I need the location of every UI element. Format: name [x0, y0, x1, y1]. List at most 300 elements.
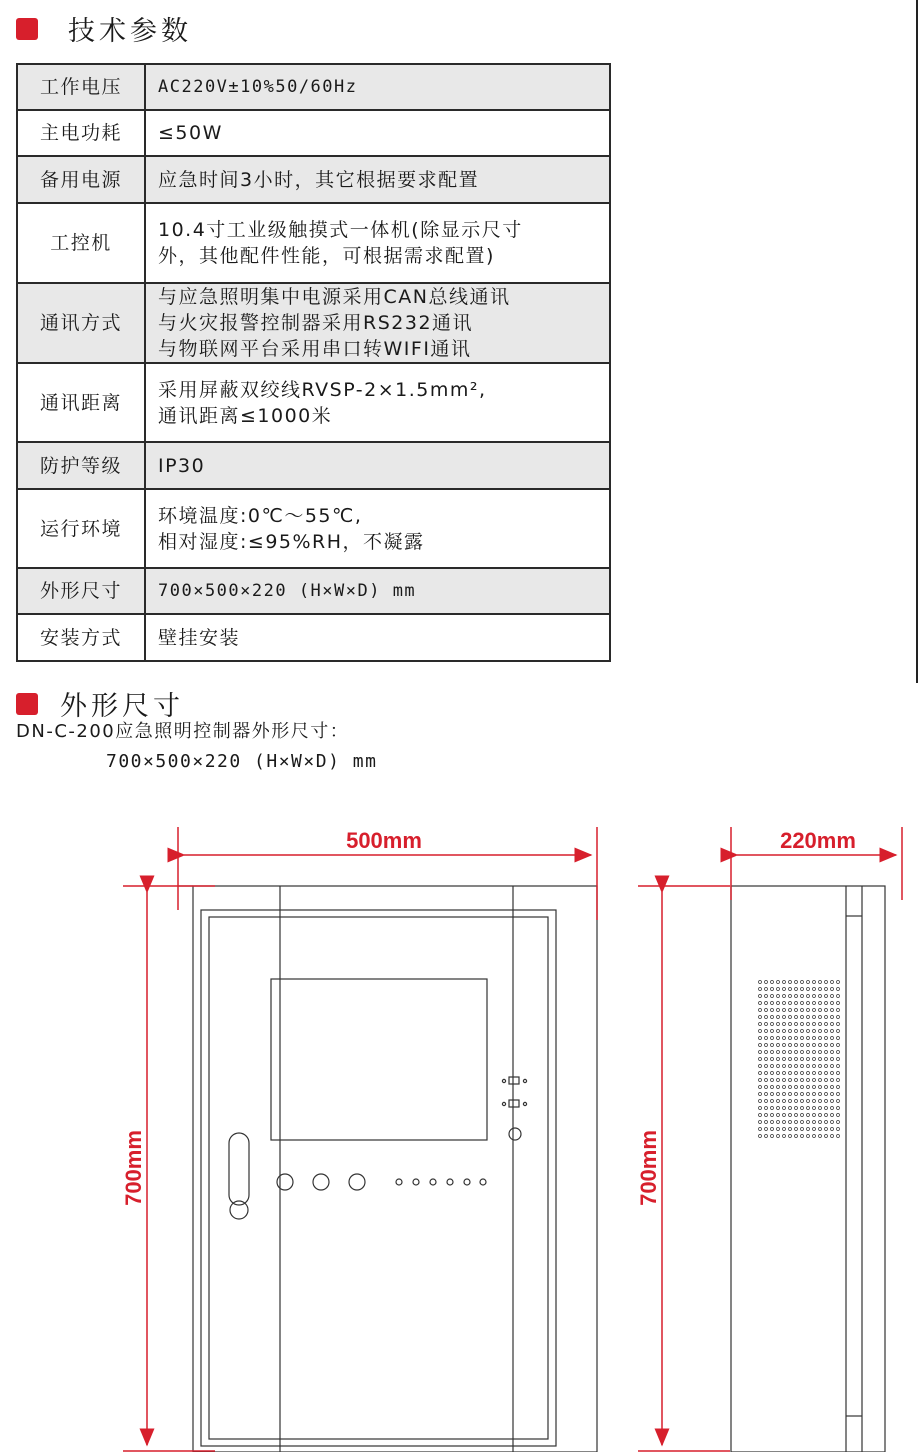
vent-hole [813, 1016, 816, 1019]
spec-label: 通讯方式 [17, 283, 145, 363]
spec-row [17, 489, 610, 568]
vent-hole [831, 1002, 834, 1005]
vent-hole [801, 1128, 804, 1131]
spec-row [17, 64, 610, 110]
spec-value-line: 700×500×220 (H×W×D) mm [158, 581, 417, 601]
vent-hole [783, 1121, 786, 1124]
vent-hole [783, 995, 786, 998]
vent-hole [825, 981, 828, 984]
vent-hole [837, 1051, 840, 1054]
dimension-drawing [0, 800, 920, 1452]
spec-value-line: 10.4寸工业级触摸式一体机(除显示尺寸 [158, 219, 523, 241]
vent-hole [801, 1100, 804, 1103]
vent-hole [801, 988, 804, 991]
vent-hole [765, 1058, 768, 1061]
vent-hole [813, 1107, 816, 1110]
spec-value-line: 采用屏蔽双绞线RVSP-2×1.5mm², [158, 378, 487, 401]
vent-hole [795, 1023, 798, 1026]
vent-hole [759, 1023, 762, 1026]
vent-hole [801, 1072, 804, 1075]
vent-hole [813, 1002, 816, 1005]
vent-hole [831, 1072, 834, 1075]
vent-hole [837, 1044, 840, 1047]
vent-hole [777, 1009, 780, 1012]
vent-hole [831, 1135, 834, 1138]
vent-hole [831, 981, 834, 984]
vent-hole [837, 1114, 840, 1117]
vent-hole [807, 1114, 810, 1117]
spec-value-line: 通讯距离≤1000米 [158, 404, 333, 427]
vent-hole [801, 1023, 804, 1026]
spec-value-line: 环境温度:0℃～55℃, [158, 504, 363, 527]
vent-hole [759, 1037, 762, 1040]
door-inner-frame [209, 917, 548, 1439]
spec-value [145, 64, 610, 110]
vent-hole [765, 1079, 768, 1082]
vent-hole [771, 1058, 774, 1061]
vent-hole [819, 1135, 822, 1138]
vent-hole [801, 1002, 804, 1005]
vent-hole [819, 1086, 822, 1089]
vent-hole [813, 1030, 816, 1033]
vent-hole [777, 1079, 780, 1082]
width-label: 500mm [346, 828, 422, 853]
spec-value-line: 与应急照明集中电源采用CAN总线通讯 [158, 286, 511, 308]
vent-hole [807, 1086, 810, 1089]
vent-hole [825, 1023, 828, 1026]
vent-hole [819, 1107, 822, 1110]
vent-hole [789, 1037, 792, 1040]
vent-hole [783, 1002, 786, 1005]
vent-hole [777, 1072, 780, 1075]
vent-holes [759, 981, 840, 1138]
vent-hole [825, 1009, 828, 1012]
vent-hole [813, 1086, 816, 1089]
vent-hole [777, 1058, 780, 1061]
vent-hole [807, 1065, 810, 1068]
vent-hole [771, 1037, 774, 1040]
vent-hole [831, 1009, 834, 1012]
vent-hole [759, 1100, 762, 1103]
vent-hole [807, 1030, 810, 1033]
vent-hole [789, 1114, 792, 1117]
vent-hole [825, 1114, 828, 1117]
vent-hole [759, 1086, 762, 1089]
vent-hole [837, 1079, 840, 1082]
vent-hole [831, 1037, 834, 1040]
vent-hole [825, 995, 828, 998]
spec-value [145, 156, 610, 203]
vent-hole [777, 1037, 780, 1040]
vent-hole [813, 1051, 816, 1054]
vent-hole [789, 1086, 792, 1089]
model-dimension-caption: DN-C-200应急照明控制器外形尺寸： [16, 721, 350, 742]
vent-hole [807, 1051, 810, 1054]
vent-hole [759, 1002, 762, 1005]
vent-hole [813, 1100, 816, 1103]
vent-hole [813, 1009, 816, 1012]
vent-hole [819, 1079, 822, 1082]
vent-hole [759, 1135, 762, 1138]
spec-value [145, 489, 610, 568]
vent-hole [777, 1023, 780, 1026]
vent-hole [801, 1093, 804, 1096]
vent-hole [819, 1030, 822, 1033]
vent-hole [783, 1009, 786, 1012]
vent-hole [807, 1023, 810, 1026]
vent-hole [765, 1121, 768, 1124]
vent-hole [795, 1058, 798, 1061]
vent-hole [825, 988, 828, 991]
vent-hole [819, 1037, 822, 1040]
spec-value-line: 应急时间3小时，其它根据要求配置 [158, 168, 480, 191]
vent-hole [831, 1058, 834, 1061]
section-title: 外形尺寸 [60, 691, 184, 722]
vent-hole [807, 1016, 810, 1019]
vent-hole [825, 1065, 828, 1068]
vent-hole [801, 1121, 804, 1124]
vent-hole [795, 1044, 798, 1047]
spec-value [145, 110, 610, 156]
spec-row [17, 110, 610, 156]
vent-hole [831, 1065, 834, 1068]
vent-hole [825, 1135, 828, 1138]
vent-hole [825, 1093, 828, 1096]
vent-hole [783, 988, 786, 991]
vent-hole [837, 1009, 840, 1012]
spec-row [17, 283, 610, 363]
vent-hole [795, 1037, 798, 1040]
vent-hole [837, 1072, 840, 1075]
vent-hole [771, 1100, 774, 1103]
vent-hole [759, 1009, 762, 1012]
vent-hole [801, 1051, 804, 1054]
vent-hole [759, 1128, 762, 1131]
vent-hole [807, 1128, 810, 1131]
vent-hole [765, 1009, 768, 1012]
vent-hole [777, 1100, 780, 1103]
vent-hole [765, 1072, 768, 1075]
vent-hole [777, 1093, 780, 1096]
vent-hole [765, 1037, 768, 1040]
vent-hole [771, 1065, 774, 1068]
vent-hole [759, 1016, 762, 1019]
side-switches [502, 1077, 526, 1107]
vent-hole [771, 1121, 774, 1124]
vent-hole [777, 1051, 780, 1054]
vent-hole [825, 1107, 828, 1110]
vent-hole [789, 1009, 792, 1012]
vent-hole [801, 1037, 804, 1040]
vent-hole [795, 1093, 798, 1096]
vent-hole [813, 1128, 816, 1131]
vent-hole [807, 1058, 810, 1061]
spec-value-line: 相对湿度:≤95%RH，不凝露 [158, 530, 425, 553]
vent-hole [837, 1030, 840, 1033]
vent-hole [837, 1086, 840, 1089]
vent-hole [831, 1051, 834, 1054]
vent-hole [783, 1107, 786, 1110]
vent-hole [759, 1079, 762, 1082]
vent-hole [831, 995, 834, 998]
vent-hole [795, 1016, 798, 1019]
front-cabinet-outline [193, 886, 597, 1452]
side-height-label: 700mm [636, 1130, 661, 1206]
touch-screen [271, 979, 487, 1140]
spec-value [145, 568, 610, 614]
vent-hole [789, 1016, 792, 1019]
vent-hole [759, 1044, 762, 1047]
spec-table [16, 63, 611, 662]
vent-hole [819, 1044, 822, 1047]
vent-hole [825, 1051, 828, 1054]
vent-hole [783, 1128, 786, 1131]
vent-hole [783, 1051, 786, 1054]
vent-hole [777, 1107, 780, 1110]
vent-hole [771, 1051, 774, 1054]
vent-hole [795, 1128, 798, 1131]
page-edge-line [916, 0, 918, 683]
vent-hole [789, 1079, 792, 1082]
vent-hole [819, 1093, 822, 1096]
vent-hole [801, 1030, 804, 1033]
vent-hole [759, 1072, 762, 1075]
vent-hole [837, 1093, 840, 1096]
vent-hole [777, 1135, 780, 1138]
vent-hole [771, 1023, 774, 1026]
vent-hole [837, 1107, 840, 1110]
vent-hole [777, 1128, 780, 1131]
spec-value-line: 外，其他配件性能，可根据需求配置) [158, 245, 495, 267]
vent-hole [765, 1100, 768, 1103]
vent-hole [813, 1058, 816, 1061]
vent-hole [801, 1107, 804, 1110]
vent-hole [783, 1086, 786, 1089]
vent-hole [789, 1128, 792, 1131]
vent-hole [837, 1065, 840, 1068]
vent-hole [795, 981, 798, 984]
vent-hole [783, 1079, 786, 1082]
vent-hole [795, 1072, 798, 1075]
vent-hole [765, 995, 768, 998]
vent-hole [801, 1114, 804, 1117]
vent-hole [831, 1023, 834, 1026]
vent-hole [777, 995, 780, 998]
vent-hole [789, 1135, 792, 1138]
vent-hole [831, 1086, 834, 1089]
side-view [731, 886, 885, 1452]
vent-hole [771, 1135, 774, 1138]
vent-hole [795, 1121, 798, 1124]
vent-hole [837, 1016, 840, 1019]
vent-hole [795, 1009, 798, 1012]
section-heading-specs [16, 9, 192, 48]
front-height-label: 700mm [121, 1130, 146, 1206]
vent-hole [807, 1072, 810, 1075]
vent-hole [771, 1086, 774, 1089]
vent-hole [783, 1072, 786, 1075]
vent-hole [831, 1016, 834, 1019]
spec-row [17, 568, 610, 614]
vent-hole [807, 988, 810, 991]
vent-hole [765, 1086, 768, 1089]
vent-hole [825, 1128, 828, 1131]
vent-hole [795, 1030, 798, 1033]
vent-hole [789, 1030, 792, 1033]
spec-row [17, 203, 610, 283]
vent-hole [825, 1072, 828, 1075]
vent-hole [789, 1107, 792, 1110]
vent-hole [819, 995, 822, 998]
vent-hole [765, 1044, 768, 1047]
spec-label: 备用电源 [17, 156, 145, 203]
vent-hole [837, 988, 840, 991]
indicator-lights [396, 1179, 486, 1185]
vent-hole [789, 1023, 792, 1026]
vent-hole [789, 995, 792, 998]
vent-hole [819, 1058, 822, 1061]
spec-label: 通讯距离 [17, 363, 145, 442]
vent-hole [771, 981, 774, 984]
vent-hole [801, 1058, 804, 1061]
vent-hole [795, 988, 798, 991]
vent-hole [837, 1023, 840, 1026]
vent-hole [771, 1002, 774, 1005]
vent-hole [813, 1023, 816, 1026]
front-view [178, 886, 597, 1452]
vent-hole [759, 1065, 762, 1068]
vent-hole [825, 1002, 828, 1005]
control-knob [313, 1174, 329, 1190]
vent-hole [813, 981, 816, 984]
spec-value-line: 与火灾报警控制器采用RS232通讯 [158, 312, 474, 334]
control-knob [349, 1174, 365, 1190]
vent-hole [795, 1051, 798, 1054]
vent-hole [807, 995, 810, 998]
vent-hole [819, 1023, 822, 1026]
vent-hole [807, 1107, 810, 1110]
vent-hole [771, 1072, 774, 1075]
spec-value [145, 363, 610, 442]
vent-hole [789, 1058, 792, 1061]
spec-row [17, 442, 610, 489]
vent-hole [825, 1100, 828, 1103]
spec-value-line: 壁挂安装 [158, 626, 241, 649]
vent-hole [783, 1114, 786, 1117]
vent-hole [831, 1093, 834, 1096]
vent-hole [837, 1100, 840, 1103]
spec-label: 主电功耗 [17, 110, 145, 156]
vent-hole [765, 1114, 768, 1117]
vent-hole [819, 1121, 822, 1124]
vent-hole [777, 1086, 780, 1089]
vent-hole [759, 988, 762, 991]
spec-label: 安装方式 [17, 614, 145, 661]
vent-hole [831, 1107, 834, 1110]
spec-label: 防护等级 [17, 442, 145, 489]
vent-hole [813, 1121, 816, 1124]
vent-hole [783, 981, 786, 984]
vent-hole [801, 1016, 804, 1019]
vent-hole [783, 1044, 786, 1047]
vent-hole [831, 988, 834, 991]
vent-hole [771, 1093, 774, 1096]
vent-hole [801, 1009, 804, 1012]
vent-hole [765, 1051, 768, 1054]
vent-hole [801, 995, 804, 998]
vent-hole [759, 1093, 762, 1096]
vent-hole [813, 1037, 816, 1040]
vent-hole [771, 1107, 774, 1110]
spec-row [17, 156, 610, 203]
vent-hole [819, 1128, 822, 1131]
vent-hole [783, 1135, 786, 1138]
vent-hole [801, 981, 804, 984]
vent-hole [783, 1065, 786, 1068]
vent-hole [831, 1114, 834, 1117]
depth-label: 220mm [780, 828, 856, 853]
vent-hole [819, 1051, 822, 1054]
vent-hole [765, 981, 768, 984]
vent-hole [801, 1086, 804, 1089]
vent-hole [831, 1121, 834, 1124]
vent-hole [801, 1079, 804, 1082]
vent-hole [831, 1079, 834, 1082]
vent-hole [789, 988, 792, 991]
spec-value-line: AC220V±10%50/60Hz [158, 77, 358, 97]
vent-hole [795, 1100, 798, 1103]
vent-hole [837, 981, 840, 984]
vent-hole [795, 1002, 798, 1005]
vent-hole [771, 988, 774, 991]
spec-row [17, 614, 610, 661]
vent-hole [759, 1107, 762, 1110]
vent-hole [819, 1065, 822, 1068]
vent-hole [819, 981, 822, 984]
vent-hole [825, 1121, 828, 1124]
vent-hole [759, 1058, 762, 1061]
vent-hole [783, 1093, 786, 1096]
spec-label: 运行环境 [17, 489, 145, 568]
vent-hole [783, 1037, 786, 1040]
vent-hole [765, 1135, 768, 1138]
vent-hole [765, 1002, 768, 1005]
vent-hole [837, 1135, 840, 1138]
vent-hole [777, 1016, 780, 1019]
vent-hole [807, 1009, 810, 1012]
vent-hole [801, 1044, 804, 1047]
vent-hole [825, 1016, 828, 1019]
spec-value [145, 442, 610, 489]
vent-hole [837, 1121, 840, 1124]
vent-hole [807, 981, 810, 984]
vent-hole [831, 1100, 834, 1103]
vent-hole [795, 1065, 798, 1068]
vent-hole [807, 1135, 810, 1138]
vent-hole [759, 995, 762, 998]
vent-hole [783, 1030, 786, 1033]
vent-hole [765, 1016, 768, 1019]
vent-hole [825, 1037, 828, 1040]
vent-hole [813, 988, 816, 991]
key-switch-icon [509, 1128, 521, 1140]
vent-hole [807, 1044, 810, 1047]
vent-hole [759, 1030, 762, 1033]
spec-label: 工控机 [17, 203, 145, 283]
vent-hole [783, 1100, 786, 1103]
vent-hole [795, 1114, 798, 1117]
vent-hole [789, 1121, 792, 1124]
